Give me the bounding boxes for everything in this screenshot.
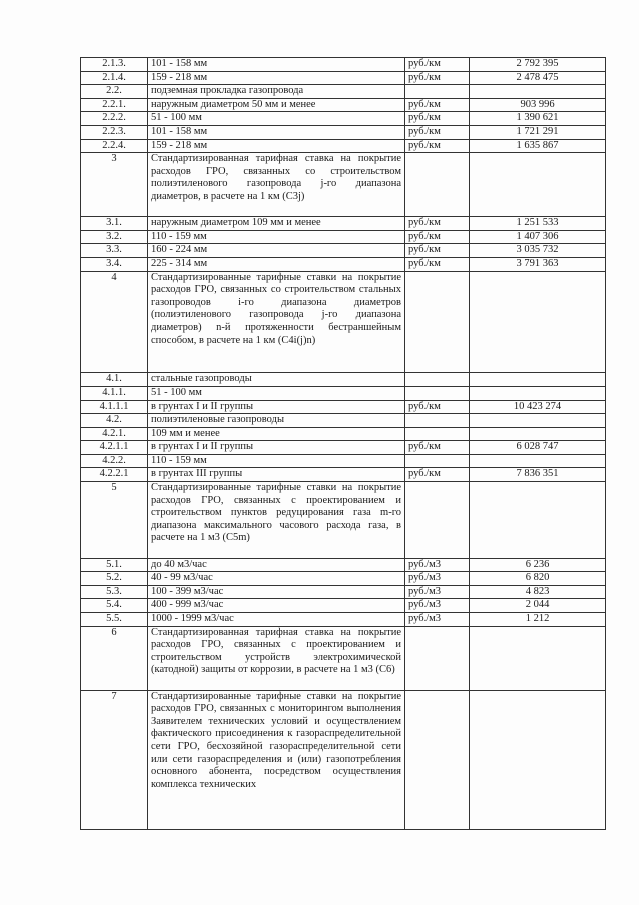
table-row xyxy=(81,585,606,599)
row-unit: руб./м3 xyxy=(405,613,470,627)
row-description: в грунтах I и II группы xyxy=(148,400,405,414)
table-row xyxy=(81,85,606,99)
row-unit xyxy=(405,373,470,387)
row-description: наружным диаметром 50 мм и менее xyxy=(148,98,405,112)
row-description: 40 - 99 м3/час xyxy=(148,572,405,586)
table-row xyxy=(81,572,606,586)
row-value xyxy=(470,271,606,373)
row-value xyxy=(470,85,606,99)
row-description: 400 - 999 м3/час xyxy=(148,599,405,613)
row-unit: руб./м3 xyxy=(405,558,470,572)
row-value xyxy=(470,153,606,217)
row-number: 2.2.3. xyxy=(81,125,148,139)
row-value: 6 236 xyxy=(470,558,606,572)
row-number: 2.1.4. xyxy=(81,71,148,85)
row-unit xyxy=(405,482,470,559)
row-unit: руб./км xyxy=(405,139,470,153)
row-unit: руб./км xyxy=(405,400,470,414)
row-unit: руб./км xyxy=(405,468,470,482)
row-unit: руб./км xyxy=(405,244,470,258)
row-number: 4.2.1. xyxy=(81,427,148,441)
row-value: 2 792 395 xyxy=(470,58,606,72)
row-number: 5 xyxy=(81,482,148,559)
row-unit xyxy=(405,271,470,373)
row-description: 159 - 218 мм xyxy=(148,71,405,85)
table-row xyxy=(81,271,606,373)
tariff-table xyxy=(80,57,606,830)
row-unit xyxy=(405,626,470,690)
table-row xyxy=(81,454,606,468)
row-number: 3.4. xyxy=(81,257,148,271)
row-number: 2.2.4. xyxy=(81,139,148,153)
table-row xyxy=(81,468,606,482)
table-row xyxy=(81,558,606,572)
row-number: 4.2.2. xyxy=(81,454,148,468)
row-unit: руб./м3 xyxy=(405,585,470,599)
row-unit: руб./км xyxy=(405,217,470,231)
table-row xyxy=(81,230,606,244)
row-unit: руб./км xyxy=(405,230,470,244)
row-description: 101 - 158 мм xyxy=(148,125,405,139)
row-value: 1 390 621 xyxy=(470,112,606,126)
row-unit xyxy=(405,690,470,830)
row-number: 2.1.3. xyxy=(81,58,148,72)
row-value: 2 044 xyxy=(470,599,606,613)
row-number: 3.2. xyxy=(81,230,148,244)
row-description: 101 - 158 мм xyxy=(148,58,405,72)
row-unit: руб./км xyxy=(405,71,470,85)
row-description: полиэтиленовые газопроводы xyxy=(148,414,405,428)
row-value: 1 407 306 xyxy=(470,230,606,244)
row-value: 3 035 732 xyxy=(470,244,606,258)
row-description: Стандартизированные тарифные ставки на покрытие расходов ГРО, связанных с проектированием и строительством пунктов редуцирования газа m-го диапазона максимального часового расхода газа, в расчете на 1 м3 (C5m) xyxy=(148,482,405,559)
row-value: 7 836 351 xyxy=(470,468,606,482)
row-description: до 40 м3/час xyxy=(148,558,405,572)
row-value: 6 820 xyxy=(470,572,606,586)
row-value xyxy=(470,690,606,830)
row-value xyxy=(470,454,606,468)
row-value: 4 823 xyxy=(470,585,606,599)
row-unit: руб./км xyxy=(405,257,470,271)
table-row xyxy=(81,244,606,258)
row-unit xyxy=(405,414,470,428)
row-description: Стандартизированные тарифные ставки на покрытие расходов ГРО, связанных со строительством стальных газопроводов i-го диапазона диаметров (полиэтиленового газопровода j-го диапазона диаметров) n-й протяженности бестраншейным способом, в расчете на 1 км (C4i(j)n) xyxy=(148,271,405,373)
table-row xyxy=(81,373,606,387)
row-value: 1 251 533 xyxy=(470,217,606,231)
table-row xyxy=(81,599,606,613)
row-description: 51 - 100 мм xyxy=(148,386,405,400)
table-row xyxy=(81,71,606,85)
row-description: Стандартизированная тарифная ставка на покрытие расходов ГРО, связанных с проектированием и строительством устройств электрохимической (катодной) защиты от коррозии, в расчете на 1 м3 (C6) xyxy=(148,626,405,690)
row-value xyxy=(470,414,606,428)
row-value: 1 721 291 xyxy=(470,125,606,139)
row-number: 5.1. xyxy=(81,558,148,572)
table-row xyxy=(81,482,606,559)
row-value xyxy=(470,482,606,559)
table-row xyxy=(81,690,606,830)
row-value xyxy=(470,386,606,400)
row-description: 100 - 399 м3/час xyxy=(148,585,405,599)
row-number: 3.1. xyxy=(81,217,148,231)
row-unit: руб./км xyxy=(405,441,470,455)
table-row xyxy=(81,400,606,414)
row-description: 110 - 159 мм xyxy=(148,454,405,468)
row-description: 51 - 100 мм xyxy=(148,112,405,126)
row-value: 903 996 xyxy=(470,98,606,112)
row-number: 4.1. xyxy=(81,373,148,387)
row-number: 4.2.2.1 xyxy=(81,468,148,482)
row-number: 5.2. xyxy=(81,572,148,586)
row-unit xyxy=(405,386,470,400)
table-row xyxy=(81,414,606,428)
table-row xyxy=(81,98,606,112)
row-unit: руб./км xyxy=(405,98,470,112)
row-number: 5.5. xyxy=(81,613,148,627)
row-value xyxy=(470,373,606,387)
table-row xyxy=(81,626,606,690)
table-row xyxy=(81,139,606,153)
row-value: 1 212 xyxy=(470,613,606,627)
row-description: Стандартизированные тарифные ставки на покрытие расходов ГРО, связанных с мониторингом выполнения Заявителем технических условий и осуществлением фактического присоединения к газораспределительной сети ГРО, бесхозяйной газораспределительной сети или сети газораспределения и (или) газопотребления основного абонента, посредством осуществления комплекса технических xyxy=(148,690,405,830)
row-unit xyxy=(405,85,470,99)
row-unit: руб./км xyxy=(405,58,470,72)
table-row xyxy=(81,217,606,231)
row-number: 5.4. xyxy=(81,599,148,613)
row-number: 4.2.1.1 xyxy=(81,441,148,455)
table-row xyxy=(81,441,606,455)
row-number: 2.2.2. xyxy=(81,112,148,126)
row-number: 4 xyxy=(81,271,148,373)
row-unit xyxy=(405,427,470,441)
row-number: 6 xyxy=(81,626,148,690)
row-value xyxy=(470,427,606,441)
row-description: 159 - 218 мм xyxy=(148,139,405,153)
table-row xyxy=(81,257,606,271)
row-unit xyxy=(405,153,470,217)
table-row xyxy=(81,112,606,126)
row-number: 5.3. xyxy=(81,585,148,599)
row-number: 2.2.1. xyxy=(81,98,148,112)
row-value: 3 791 363 xyxy=(470,257,606,271)
row-value: 6 028 747 xyxy=(470,441,606,455)
row-description: Стандартизированная тарифная ставка на покрытие расходов ГРО, связанных со строительством полиэтиленового газопровода j-го диапазона диаметров, в расчете на 1 км (C3j) xyxy=(148,153,405,217)
row-number: 7 xyxy=(81,690,148,830)
row-description: 110 - 159 мм xyxy=(148,230,405,244)
row-description: стальные газопроводы xyxy=(148,373,405,387)
row-description: 1000 - 1999 м3/час xyxy=(148,613,405,627)
row-number: 4.2. xyxy=(81,414,148,428)
row-value xyxy=(470,626,606,690)
row-unit: руб./км xyxy=(405,112,470,126)
row-number: 3 xyxy=(81,153,148,217)
row-description: 160 - 224 мм xyxy=(148,244,405,258)
row-number: 4.1.1.1 xyxy=(81,400,148,414)
row-value: 1 635 867 xyxy=(470,139,606,153)
row-description: наружным диаметром 109 мм и менее xyxy=(148,217,405,231)
row-description: в грунтах I и II группы xyxy=(148,441,405,455)
row-number: 4.1.1. xyxy=(81,386,148,400)
row-number: 3.3. xyxy=(81,244,148,258)
row-description: 225 - 314 мм xyxy=(148,257,405,271)
row-value: 10 423 274 xyxy=(470,400,606,414)
table-row xyxy=(81,58,606,72)
table-row xyxy=(81,125,606,139)
table-row xyxy=(81,613,606,627)
row-description: в грунтах III группы xyxy=(148,468,405,482)
row-number: 2.2. xyxy=(81,85,148,99)
table-row xyxy=(81,386,606,400)
row-description: 109 мм и менее xyxy=(148,427,405,441)
tariff-table-body xyxy=(81,58,606,830)
row-unit: руб./км xyxy=(405,125,470,139)
row-unit: руб./м3 xyxy=(405,599,470,613)
table-row xyxy=(81,153,606,217)
row-unit xyxy=(405,454,470,468)
row-unit: руб./м3 xyxy=(405,572,470,586)
table-row xyxy=(81,427,606,441)
row-description: подземная прокладка газопровода xyxy=(148,85,405,99)
row-value: 2 478 475 xyxy=(470,71,606,85)
